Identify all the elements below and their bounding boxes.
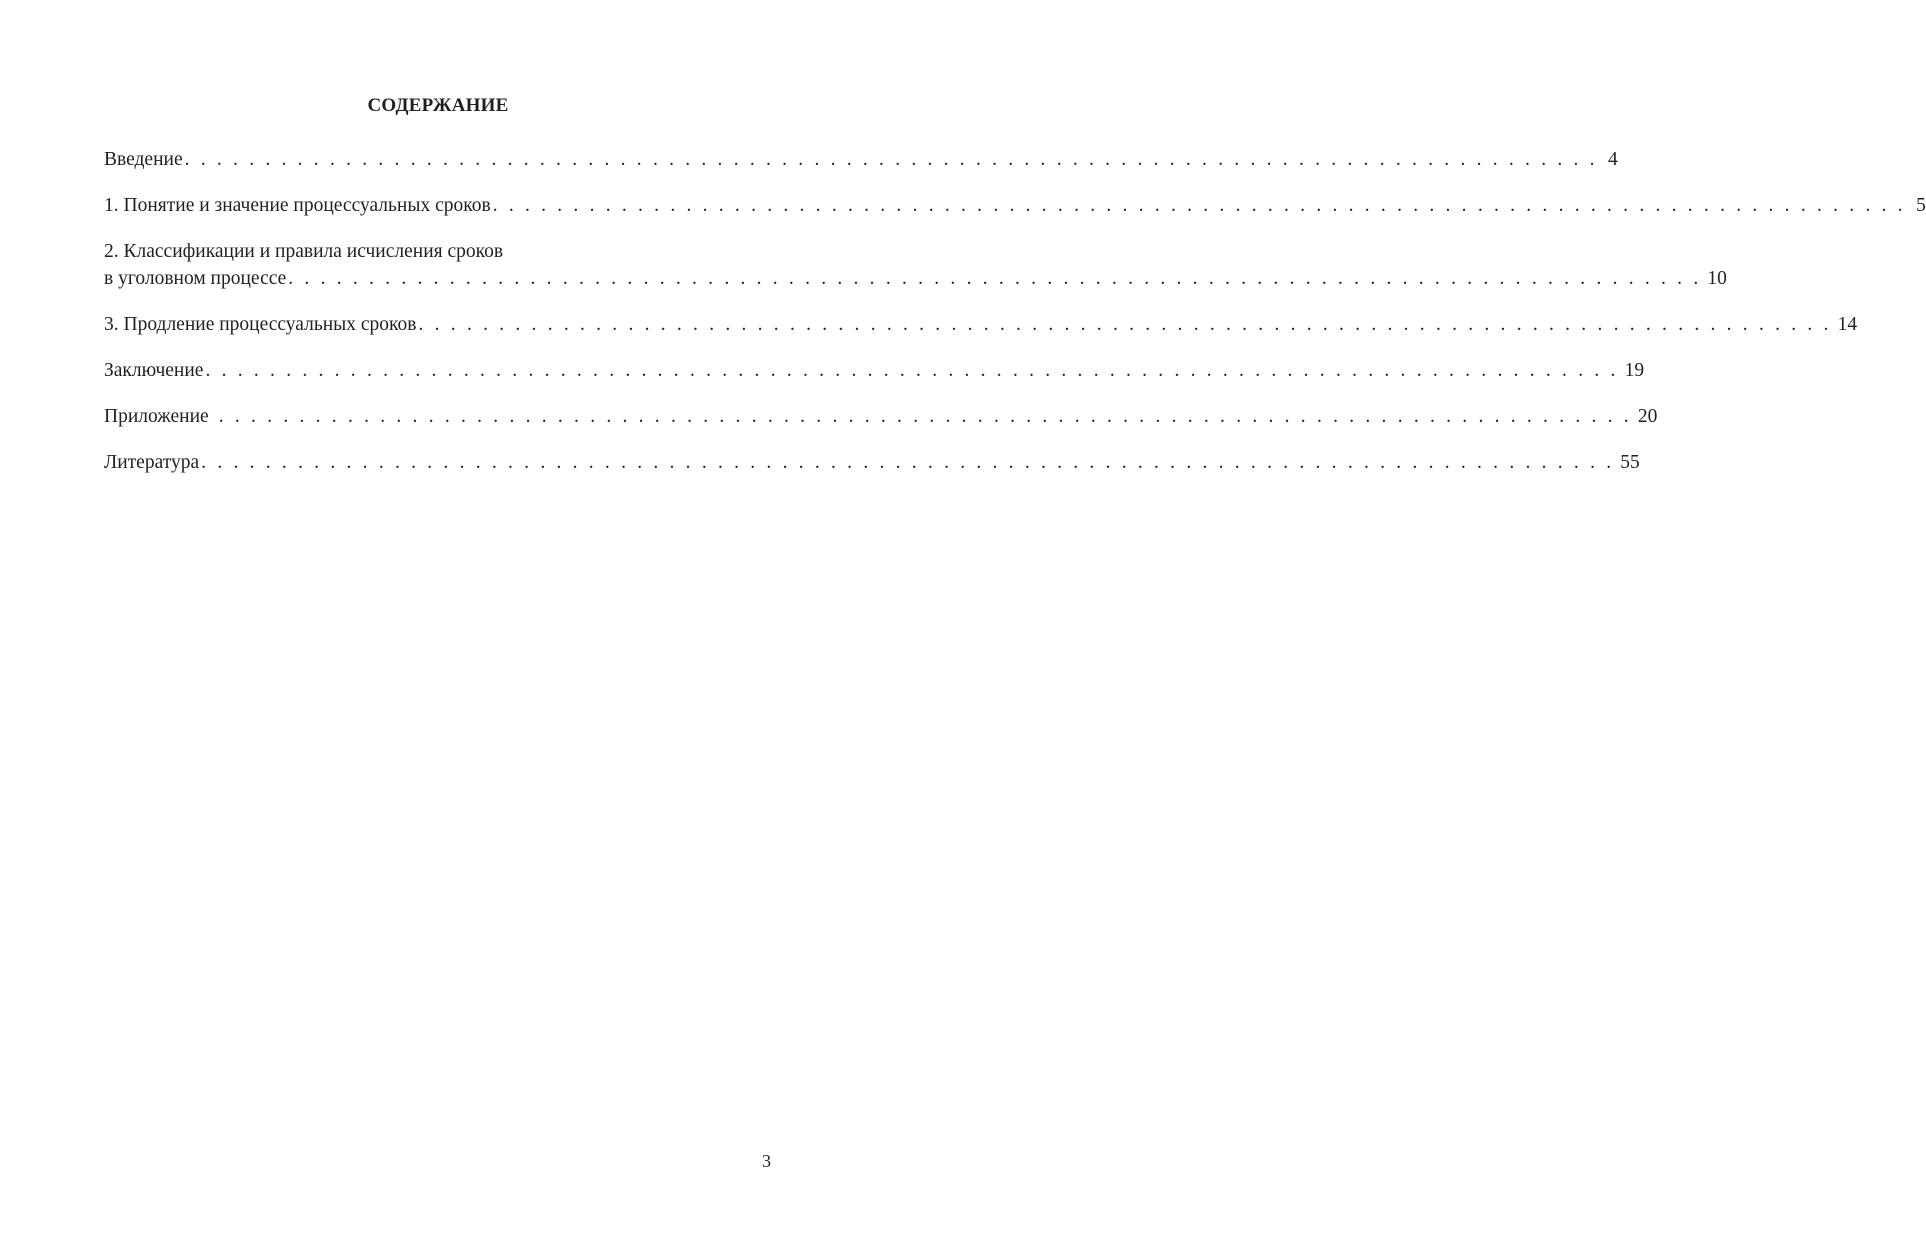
toc-entry-introduction[interactable] xyxy=(104,146,1618,173)
dot-leader: . . . . . . . . . . . . . . . . . . . . . . . . . . . . . . . . . . . . . . . . . . . . . . . . . . . . . . . . . . . . . . . . . . . . . . . . . . . . . . . . . . . . . . . . xyxy=(492,195,1906,216)
toc-entry-label: Заключение xyxy=(104,360,204,381)
dot-leader: . . . . . . . . . . . . . . . . . . . . . . . . . . . . . . . . . . . . . . . . . . . . . . . . . . . . . . . . . . . . . . . . . . . . . . . . . . . . . . . . . . . . . . . . xyxy=(205,360,1619,381)
toc-entry-page: 55 xyxy=(1620,452,1640,473)
toc-entry-page: 5 xyxy=(1916,195,1926,216)
toc-entry-label: Литература xyxy=(104,452,200,473)
dot-leader: . . . . . . . . . . . . . . . . . . . . . . . . . . . . . . . . . . . . . . . . . . . . . . . . . . . . . . . . . . . . . . . . . . . . . . . . . . . . . . . . . . . . . . . . xyxy=(201,452,1615,473)
toc-entry-page: 4 xyxy=(1607,149,1618,170)
toc-entry-label-line1: 2. Классификации и правила исчисления сроков xyxy=(104,241,504,262)
toc-entry-conclusion[interactable] xyxy=(104,357,1645,384)
toc-entry-label: Приложение xyxy=(104,406,209,427)
dot-leader: . . . . . . . . . . . . . . . . . . . . . . . . . . . . . . . . . . . . . . . . . . . . . . . . . . . . . . . . . . . . . . . . . . . . . . . . . . . . . . . . . . . . . . . . xyxy=(210,406,1632,427)
page-title: СОДЕРЖАНИЕ xyxy=(367,95,509,116)
toc-entry-label: 1. Понятие и значение процессуальных сроков xyxy=(104,195,491,216)
toc-entry-page: 10 xyxy=(1707,268,1727,289)
toc-entry-appendix[interactable] xyxy=(104,403,1658,430)
toc-entry-page: 19 xyxy=(1624,360,1645,381)
dot-leader: . . . . . . . . . . . . . . . . . . . . . . . . . . . . . . . . . . . . . . . . . . . . . . . . . . . . . . . . . . . . . . . . . . . . . . . . . . . . . . . . . . . . . . . . xyxy=(184,149,1598,170)
toc-entry-label: Введение xyxy=(104,149,183,170)
dot-leader: . . . . . . . . . . . . . . . . . . . . . . . . . . . . . . . . . . . . . . . . . . . . . . . . . . . . . . . . . . . . . . . . . . . . . . . . . . . . . . . . . . . . . . . . xyxy=(288,268,1702,289)
table-of-contents xyxy=(104,146,1926,476)
toc-entry-chapter-1[interactable] xyxy=(104,192,1926,219)
toc-entry-page: 14 xyxy=(1837,314,1858,335)
toc-entry-literature[interactable] xyxy=(104,449,1640,476)
page-number: 3 xyxy=(762,1151,771,1171)
toc-entry-chapter-3[interactable] xyxy=(104,311,1858,338)
toc-entry-label: 3. Продление процессуальных сроков xyxy=(104,314,417,335)
toc-entry-chapter-2[interactable] xyxy=(104,238,1727,292)
toc-entry-label: в уголовном процессе xyxy=(104,268,287,289)
dot-leader: . . . . . . . . . . . . . . . . . . . . . . . . . . . . . . . . . . . . . . . . . . . . . . . . . . . . . . . . . . . . . . . . . . . . . . . . . . . . . . . . . . . . . . . . xyxy=(418,314,1832,335)
toc-entry-page: 20 xyxy=(1637,406,1658,427)
